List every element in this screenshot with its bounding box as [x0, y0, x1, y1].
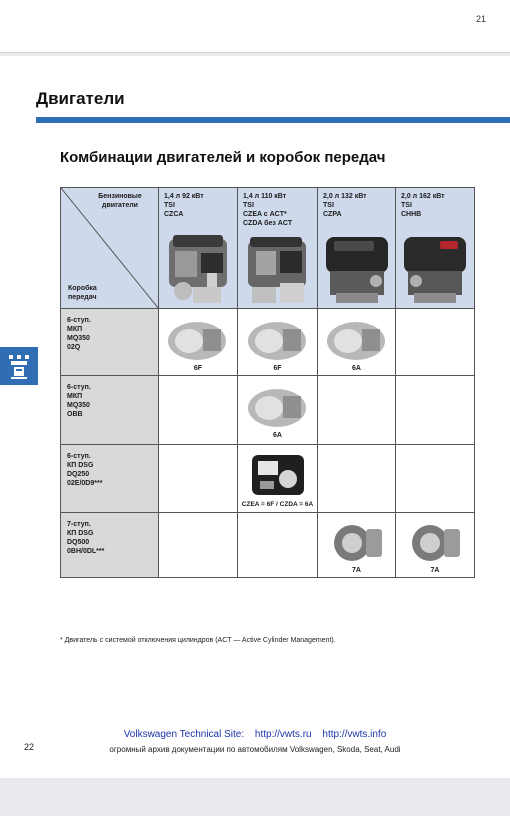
- combination-code: 6A: [273, 432, 282, 439]
- side-tab: [0, 347, 38, 385]
- combination-cell: [318, 513, 396, 578]
- combination-code: 7A: [430, 567, 440, 574]
- engine-image: [322, 231, 392, 305]
- previous-page-strip: [0, 0, 510, 53]
- gearbox-image: [406, 521, 464, 565]
- engine-image: [400, 231, 470, 305]
- combination-cell: [238, 309, 318, 376]
- combination-cell: [238, 445, 318, 513]
- engine-image: [242, 235, 312, 305]
- gearbox-row: [61, 309, 475, 376]
- combination-cell: [318, 309, 396, 376]
- footnote: * Двигатель с системой отключения цилиндров (ACT — Active Cylinder Management).: [60, 637, 336, 644]
- gearbox-header: 6-ступ. МКП MQ350 OBB: [61, 376, 159, 445]
- gearbox-image: [324, 319, 388, 363]
- gearbox-header: 6-ступ. КП DSG DQ250 02E/0D9***: [61, 445, 159, 513]
- gearbox-row: [61, 376, 475, 445]
- engine-header-4: 2,0 л 162 кВт TSI CHHB: [396, 188, 475, 309]
- combination-cell: [396, 309, 475, 376]
- combination-cell: [159, 376, 238, 445]
- combination-cell: [396, 445, 475, 513]
- engine-header-2: 1,4 л 110 кВт TSI CZEA с ACT* CZDA без ACT: [238, 188, 318, 309]
- combination-code: CZEA = 6F / CZDA = 6A: [241, 501, 314, 508]
- site-footer: [0, 729, 510, 740]
- engine-header-1: 1,4 л 92 кВт TSI CZCA: [159, 188, 238, 309]
- page-number-top: 21: [475, 14, 486, 24]
- site-label: Volkswagen Technical Site:: [123, 729, 245, 740]
- combination-cell: [159, 309, 238, 376]
- combination-cell: [318, 445, 396, 513]
- combination-code: 7A: [352, 567, 361, 574]
- combination-code: 6F: [193, 365, 203, 372]
- combination-cell: [396, 376, 475, 445]
- combination-cell: [318, 376, 396, 445]
- combination-cell: [159, 513, 238, 578]
- gearbox-image: [245, 386, 309, 430]
- site-link-ru[interactable]: http://vwts.ru: [254, 729, 312, 740]
- engine-image: [163, 233, 233, 305]
- combination-cell: [396, 513, 475, 578]
- gearbox-image: [245, 319, 309, 363]
- engine-header-3: 2,0 л 132 кВт TSI CZPA: [318, 188, 396, 309]
- gearbox-row: [61, 445, 475, 513]
- corner-bottom-label: Коробка передач: [68, 285, 97, 301]
- combination-cell: [238, 513, 318, 578]
- engine-gearbox-table: [60, 187, 475, 578]
- site-link-info[interactable]: http://vwts.info: [322, 729, 387, 740]
- header-row: [61, 188, 475, 309]
- section-title: Двигатели: [36, 89, 125, 108]
- page-number-bottom: 22: [24, 742, 35, 752]
- combination-cell: [159, 445, 238, 513]
- page-subtitle: Комбинации двигателей и коробок передач: [60, 149, 386, 166]
- gearbox-image: [328, 521, 386, 565]
- gearbox-image: [246, 451, 310, 499]
- section-divider: [36, 117, 510, 123]
- combination-code: 6F: [273, 365, 282, 372]
- corner-top-label: Бензиновые двигатели: [98, 193, 142, 209]
- engine-icon: [5, 351, 33, 381]
- combination-cell: [238, 376, 318, 445]
- gearbox-image: [165, 319, 229, 363]
- gearbox-header: 7-ступ. КП DSG DQ500 0BH/0DL***: [61, 513, 159, 578]
- combination-code: 6A: [352, 365, 361, 372]
- gearbox-header: 6-ступ. МКП MQ350 02Q: [61, 309, 159, 376]
- gearbox-row: [61, 513, 475, 578]
- corner-cell: [61, 188, 159, 309]
- site-description: огромный архив документации по автомобилям Volkswagen, Skoda, Seat, Audi: [109, 745, 401, 754]
